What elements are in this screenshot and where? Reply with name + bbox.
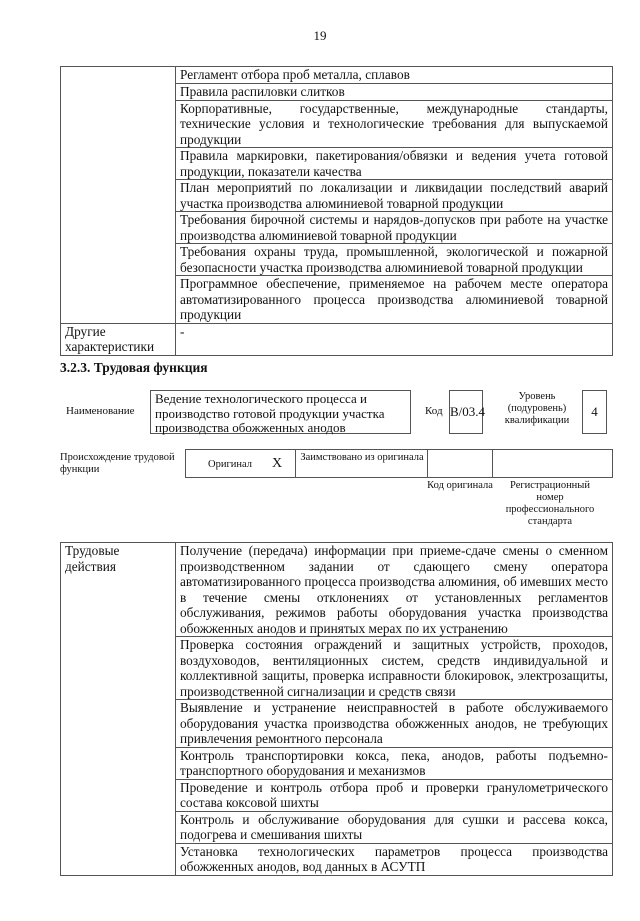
table-cell: Выявление и устранение неисправностей в работе обслуживаемого оборудования участка производства обожженных анодов, не требующих привлечения ремонтного персонала [176,700,613,748]
table-cell: Правила маркировки, пакетирования/обвязки и ведения учета готовой продукции, показатели качества [176,148,613,180]
other-characteristics-value: - [176,323,613,355]
function-name-value: Ведение технологического процесса и производство готовой продукции участка производства обожженных анодов [150,390,411,434]
original-mark: X [272,456,283,471]
table-cell: Правила распиловки слитков [176,83,613,100]
table-cell: Проверка состояния ограждений и защитных устройств, проходов, воздуховодов, вентиляционных систем, средств индивидуальной и коллективной защиты, проверка исправности блокировок, электрозащиты, производственной сигнализации и средств связи [176,637,613,700]
table-cell: Корпоративные, государственные, международные стандарты, технические условия и технологические требования для выпускаемой продукции [176,100,613,148]
origin-label: Происхождение трудовой функции [60,452,175,475]
other-characteristics-label: Другие характеристики [61,323,176,355]
page-number: 19 [313,28,327,43]
table-cell: Регламент отбора проб металла, сплавов [176,67,613,84]
labor-actions-label: Трудовые действия [61,543,176,876]
level-value: 4 [582,390,607,434]
borrowed-label: Заимствовано из оригинала [300,452,424,463]
original-code-caption: Код оригинала [427,480,493,491]
original-label: Оригинал [208,459,252,470]
origin-box [185,449,613,478]
name-label: Наименование [66,405,135,417]
empty-label-cell [61,67,176,324]
table-cell: Требования бирочной системы и нарядов-допусков при работе на участке производства алюминиевой товарной продукции [176,212,613,244]
section-heading: 3.2.3. Трудовая функция [60,360,208,375]
table-cell: Проведение и контроль отбора проб и проверки гранулометрического состава коксовой шихты [176,779,613,811]
reg-number-caption: Регистрационный номер профессионального стандарта [505,480,595,527]
code-label: Код [425,405,443,417]
table-cell: Требования охраны труда, промышленной, экологической и пожарной безопасности участка производства алюминиевой товарной продукции [176,244,613,276]
table-cell: Установка технологических параметров процесса производства обожженных анодов, вод данных в АСУТП [176,843,613,875]
table-cell: Контроль транспортировки кокса, пека, анодов, работы подъемно-транспортного оборудования и механизмов [176,747,613,779]
knowledge-table [60,66,613,356]
code-value: B/03.4 [449,390,483,434]
labor-actions-table [60,542,613,876]
table-cell: Контроль и обслуживание оборудования для сушки и рассева кокса, подогрева и смешивания шихты [176,811,613,843]
table-cell: Получение (передача) информации при приеме-сдаче смены о сменном производственном задании от сдающего смену оператора автоматизированного процесса производства алюминия, об имевших место в течение смены отклонениях от установленных регламентов обслуживания, режимов работы оборудования участка производства обожженных анодов и принятых мерах по их устранению [176,543,613,637]
table-cell: План мероприятий по локализации и ликвидации последствий аварий участка производства алюминиевой товарной продукции [176,180,613,212]
table-cell: Программное обеспечение, применяемое на рабочем месте оператора автоматизированного процесса производства алюминиевой товарной продукции [176,276,613,324]
level-label: Уровень (подуровень) квалификации [504,391,570,426]
